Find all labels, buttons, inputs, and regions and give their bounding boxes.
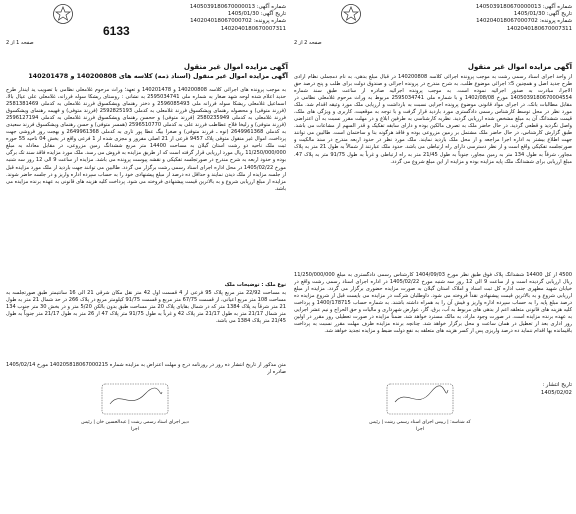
case-number-2: 1402040180670007311 (220, 25, 286, 32)
emblem-icon (52, 3, 74, 25)
notice-body: از واحد اجرای اسناد رسمی رشت به موجب پرونده اجرائی کلاسه 140200808 در قبال مبلغ بدهی، به نام دمجملی نظام آزادی طرح جدید اصل و همچنین 5٪ اجرائی موضوع طلب، به شرح مندرج در پرونده اجرائی و صندوق دولت برای طلب و پنج درصد حق الاجرا، مبادرت به صدور اجرائیه نموده است. به موجب پرونده اجرائیه صادره از ساعت طبق سند شماره 1405039180670004554 مورخ 1402/08/08 و با شماره ملی 2595034741 مربوط به وراث مرحوم غلامعلی نظامی در مقابل مطالبات بانک، در اجرای مواد قانونی موضوع پرونده اجرایی نسبت به بازداشت و ارزیابی ملک مورد وثیقه اقدام شد. ملک مورد نظر در محل توسط کارشناس رسمی دادگستری مورد بازدید قرار گرفت و با توجه به موقعیت، کاربری و ویژگی های ملک، قیمت ششدانگ آن به مبلغ مشخص شده ارزیابی گردید. نظریه کارشناسی به طرفین ابلاغ و در مهلت مقرر نسبت به آن اعتراضی واصل نگردید و قطعی گردید. در حال حاضر ملک به تصرف مالکین بوده و دارای سابقه تفکیک و قدر السهم از مشاعات می باشد. طبق گزارش کارشناس، در حال حاضر ملک مشتمل بر زمین مزروعی بوده و فاقد هرگونه بنا و ساختمان است. طالبین می توانند جهت اطلاع بیشتر به اداره اجرا مراجعه و از محل ملک بازدید نمایند. ملک مورد نظر در حدود اربعه مندرج در سند مالکیت و صورتجلسه تفکیکی واقع است و از نظر دسترسی دارای راه ارتباطی می باشد. حدود ملک عبارتند از شمالاً به طول 21 متر به پلاک مجاور، شرقاً به طول 134 متر به زمین مجاور، جنوباً به طول 21/45 متر به راه ارتباطی و غرباً به طول 91/75 متر به پلاک 47. مبلغ ارزیابی برای ششدانگ ملک پایه مزایده بوده و مزایده از این مبلغ شروع می گردد. (294, 74, 572, 165)
notice-id: شماره آگهی: 1405039180670000013 (189, 4, 286, 10)
official-stamp-icon (385, 380, 455, 420)
header-block (474, 4, 572, 33)
signature-block: دبیر اجرای اسناد رسمی رشت | عبدالحسین خان | رئیس اجرا (81, 420, 189, 432)
title-primary: آگهی مزایده اموال غیر منقول (467, 63, 572, 71)
property-description: به مساحت 22/92 متر مربع پلاک 95 فرعی از 4 قسمت اول 42 متر نقل مکان شرقی 21 الی 16 سانتیمتر طبق صورتجلسه به مساحت 108 متر مربع اعیانی، از قسمت 67/75 متر مربع و قسمت 91/75 کیلومتر مربع در پلاک 266 در حد شمال 21 متر به طول 21 متر شرقاً به پلاک 1384 متر که در شمال بقایای پلاک 20 متر مساحت طبق بدون بالکن 5/20 متر و در بخش 30 متر جنوب 134 متر شمال 21/17 متر به طول 21/17 متر پلاک 42 و غرباً به طول 91/75 متر پلاک 47 از 26 متر به طول 21/17 متر جنوباً به طول 21/45 متر پلاک 1384 می باشد. (6, 290, 286, 325)
title-primary: آگهی مزایده اموال غیر منقول (183, 63, 288, 71)
notice-body: به موجب پرونده های اجرائی کلاسه 140200808 و 140201478 و تعهد؛ وراث مرحوم غلامعلی نظامی با تصویب ید ایندار طرح حدید اعلام شده لوحه شهد صغار به شماره ملی 2595034741 به نشانی : روستای ریشکا سوله فرزانه، غلامعلی علی عیال بالا، اسماعیل غلامعلی ریشکا سوله فرزانه ملی 2596085493 و دختر رهنمای ویشکسوق فرزند غلامعلی به کدملی 2581381469 (فرزند متوفی) و محصوله رهنمای ویشکسوق فرزند غلامعلی به کدملی 2592825193 (فرزند متوفی) و فهیمه رهنمای ویشکسوق فرزند غلامعلی به کدملی 2580235949 (فرزند متوفی) و ححسن رهنمای ویشکسوق فرزند غلامعلی به کدملی 2596127194 (فرزند متوفی) و زلیخا فلاح عطاطب فرزند علی به کدملی 2596510770 (همسر متوفی) و حسن رهنمای ویشکسوق فرزند سعیدی به کدملی 2649961368 (نوه ـ فرزند متوفی) و صغرا بیگ عطا پور تاری به کدملی 2649961368 و بهجت روز فروشی جهت پرداخت، اموال غیر منقول متوفی پلاک 9457 فرعی از 21 اصلی مفروز و مجزی شده از 1 فرعی واقع در بخش 04 ناحیه 55 حوزه ثبت ملک ناحیه دو رشت استان گیلان به مساحت 14400 متر مربع ششدانگ زمین مزروعی، در مقابل معادله به مبلغ 11/250/000/000 ریال مورد ارزیابی قرار گرفته است که از طریق مزایده به فروش می رسد. ملک مورد مزایده فاقد سند تک برگی بوده و حدود اربعه به شرح مندرج در صورتجلسه تفکیکی و نقشه پیوست پرونده می باشد. مزایده از ساعت 9 الی 12 روز سه شنبه مورخ 1405/02/22 در محل اداره اجرای اسناد رسمی رشت برگزار می گردد. طالبین می توانند جهت بازدید از ملک مورد مزایده قبل از جلسه مزایده از ملک دیدن نمایند و حداقل ده درصد از مبلغ پیشنهادی خود را به حساب سپرده اداره واریز و در جلسه حاضر شوند. مزایده از مبلغ ارزیابی شروع و به بالاترین قیمت پیشنهادی فروخته می شود. پرداخت کلیه هزینه های قانونی به عهده برنده مزایده می باشد. (6, 87, 286, 192)
case-number: شماره پرونده: 140204018067000702 (476, 18, 572, 25)
case-number: شماره پرونده: 140204018067000702 (190, 18, 286, 25)
auction-terms: 4500 از کل 14400 ششدانگ پلاک فوق طبق نظر مورخ 1404/09/03 کارشناس رسمی دادگستری به مبلغ 11/250/000/000 ریال ارزیابی گردیده است و از ساعت 9 الی 12 روز سه شنبه مورخ 1405/02/22 در اداره اجرای اسناد رسمی رشت واقع در خیابان شهید مطهری جنب اداره کل ثبت اسناد و املاک استان گیلان به صورت مزایده حضوری برگزار می گردد. مزایده از مبلغ ارزیابی شروع و به بالاترین قیمت پیشنهادی نقداً فروخته می شود. داوطلبان شرکت در مزایده می بایست قبل از شروع مزایده ده درصد مبلغ پایه را به حساب سپرده اداره واریز و فیش آن را به همراه داشته باشند. به شماره حساب 1400/178715 و پرداخت کلیه هزینه های قانونی متعلقه اعم از بدهی های مربوط به آب، برق، گاز، عوارض شهرداری و مالیات و حق الحراج و نیم عشر اجرایی به عهده برنده مزایده است. در صورت وجود مازاد، به مالک مسترد خواهد شد. ضمناً مزایده در صورت تعطیلی روز مقرر در اولین روز اداری بعد از تعطیل در همان ساعت و محل برگزار خواهد شد. چنانچه برنده مزایده ظرف مهلت مقرر نسبت به پرداخت باقیمانده بها اقدام ننماید ده درصد واریزی پس از کسر هزینه های متعلقه به نفع دولت ضبط و مزایده تجدید خواهد شد. (294, 272, 572, 335)
emblem-icon (340, 3, 362, 25)
publish-date-label: تاریخ انتشار : (542, 382, 572, 388)
official-stamp-icon (100, 380, 170, 420)
title-secondary: آگهی مزایده اموال غیر منقول (اسناد ذمه) کلاسه های 140200808 و 140201478 (28, 72, 288, 80)
header-block (188, 4, 286, 33)
notice-id: شماره آگهی: 1405039180670000013 (475, 4, 572, 10)
page-label: صفحه 2 از 2 (294, 40, 322, 46)
page-label: صفحه 1 از 2 (6, 40, 34, 46)
notice-date: تاریخ آگهی: 1405/01/30 (513, 11, 572, 18)
desc-title: نوع ملک : توضیحات ملک (224, 282, 286, 288)
notice-footer: متن مذکور از تاریخ انتشار ده روز در روزنامه درج و مهلت اعتراض به مزایده شماره 140205818067000215 مورخ 1405/02/14 صادره از (6, 362, 286, 376)
publish-date: 1405/02/02 (540, 390, 572, 396)
notice-date: تاریخ آگهی: 1405/01/30 (227, 11, 286, 18)
signature-block: کد شناسه: | رییس اجرای اسناد رسمی رشت | رئیس اجرا (369, 420, 471, 432)
case-number-2: 1402040180670007311 (506, 25, 572, 32)
notice-number: 6133 (103, 24, 130, 38)
